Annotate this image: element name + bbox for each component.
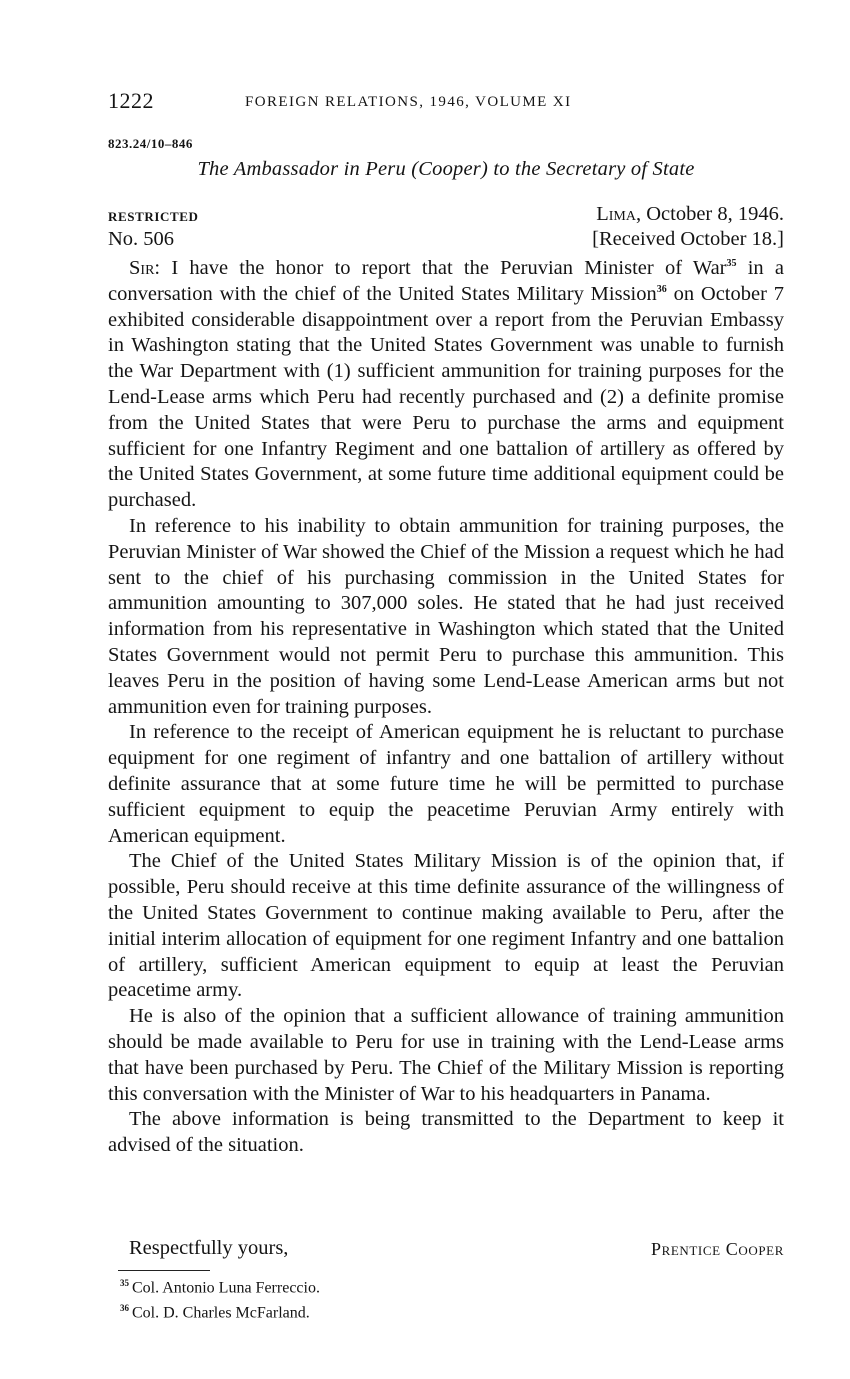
footnote-36: [120, 1298, 620, 1323]
running-head: FOREIGN RELATIONS, 1946, VOLUME XI: [245, 94, 572, 110]
paragraph-1: [108, 256, 784, 514]
signature: Prentice Cooper: [650, 1239, 784, 1259]
meta-row-2: [108, 228, 784, 254]
salutation: Sir: [129, 257, 155, 279]
paragraph-5: He is also of the opinion that a sufficient allowance of training ammunition should be made available to Peru for use in training with the Lend-Lease arms that have been purchased by Peru. The Chief of the Military Mission is reporting this conversation with the Minister of War to his headquarters in Panama.: [108, 1005, 784, 1105]
classification-label: RESTRICTED: [108, 209, 199, 224]
paragraph-2: In reference to his inability to obtain ammunition for training purposes, the Peruvian Minister of War showed the Chief of the Mission a request which he had sent to the chief of his purchasing commission in the United States for ammunition amounting to 307,000 soles. He stated that he had just received information from his representative in Washington which stated that the United States Government would not permit Peru to purchase this ammunition. This leaves Peru in the position of having some Lend-Lease American arms but not ammunition even for training purposes.: [108, 514, 784, 718]
paragraph-1-text-c: on October 7 exhibited considerable disappointment over a report from the Peruvian Embassy in Washington stating that the United States Government was unable to furnish the War Department with (1) sufficient ammunition for training purposes for the Lend-Lease arms which Peru had recently purchased and (2) a definite promise from the United States that were Peru to purchase the arms and equipment sufficient for one Infantry Regiment and one battalion of artillery as offered by the United States Government, at some future time additional equipment could be purchased.: [108, 282, 784, 512]
document-number: No. 506: [108, 228, 175, 250]
document-title: The Ambassador in Peru (Cooper) to the Secretary of State: [197, 158, 695, 180]
footnote-ref-35: 35: [726, 258, 737, 270]
footnote-text: Col. Antonio Luna Ferreccio.: [132, 1279, 320, 1297]
footnote-rule: [118, 1270, 210, 1271]
page-number: 1222: [108, 88, 154, 113]
footnotes: [120, 1273, 620, 1324]
closing: [108, 1237, 784, 1263]
footnote-ref-36: 36: [656, 283, 667, 295]
footnote-35: [120, 1273, 620, 1298]
page-header: [108, 88, 784, 118]
received-date: [Received October 18.]: [592, 228, 784, 250]
dateline-date: , October 8, 1946.: [635, 203, 784, 225]
footnote-mark: 35: [120, 1278, 129, 1288]
paragraph-6: The above information is being transmitted to the Department to keep it advised of the situation.: [108, 1108, 784, 1157]
complimentary-close: Respectfully yours,: [129, 1237, 289, 1259]
paragraph-4: The Chief of the United States Military Mission is of the opinion that, if possible, Peru should receive at this time definite assurance of the willingness of the United States Government to continue making available to Peru, after the initial interim allocation of equipment for one regiment Infantry and one battalion of artillery, sufficient American equipment to equip at least the Peruvian peacetime army.: [108, 850, 784, 1002]
paragraph-1-text-a: : I have the honor to report that the Peruvian Minister of War: [154, 257, 727, 279]
letter-body: [108, 256, 784, 1159]
dateline: [596, 203, 784, 226]
paragraph-1-text-b: in a conversation with the chief of the United States Military Mission: [108, 257, 785, 305]
footnote-mark: 36: [120, 1303, 129, 1314]
file-number: 823.24/10–846: [108, 136, 193, 151]
meta-row-1: [108, 203, 784, 229]
footnote-text: Col. D. Charles McFarland.: [132, 1304, 310, 1322]
dateline-place: Lima: [596, 203, 636, 225]
paragraph-3: In reference to the receipt of American equipment he is reluctant to purchase equipment for one regiment of infantry and one battalion of artillery without definite assurance that at some future time he will be permitted to purchase sufficient equipment to equip the peacetime Peruvian Army entirely with American equipment.: [108, 721, 784, 847]
